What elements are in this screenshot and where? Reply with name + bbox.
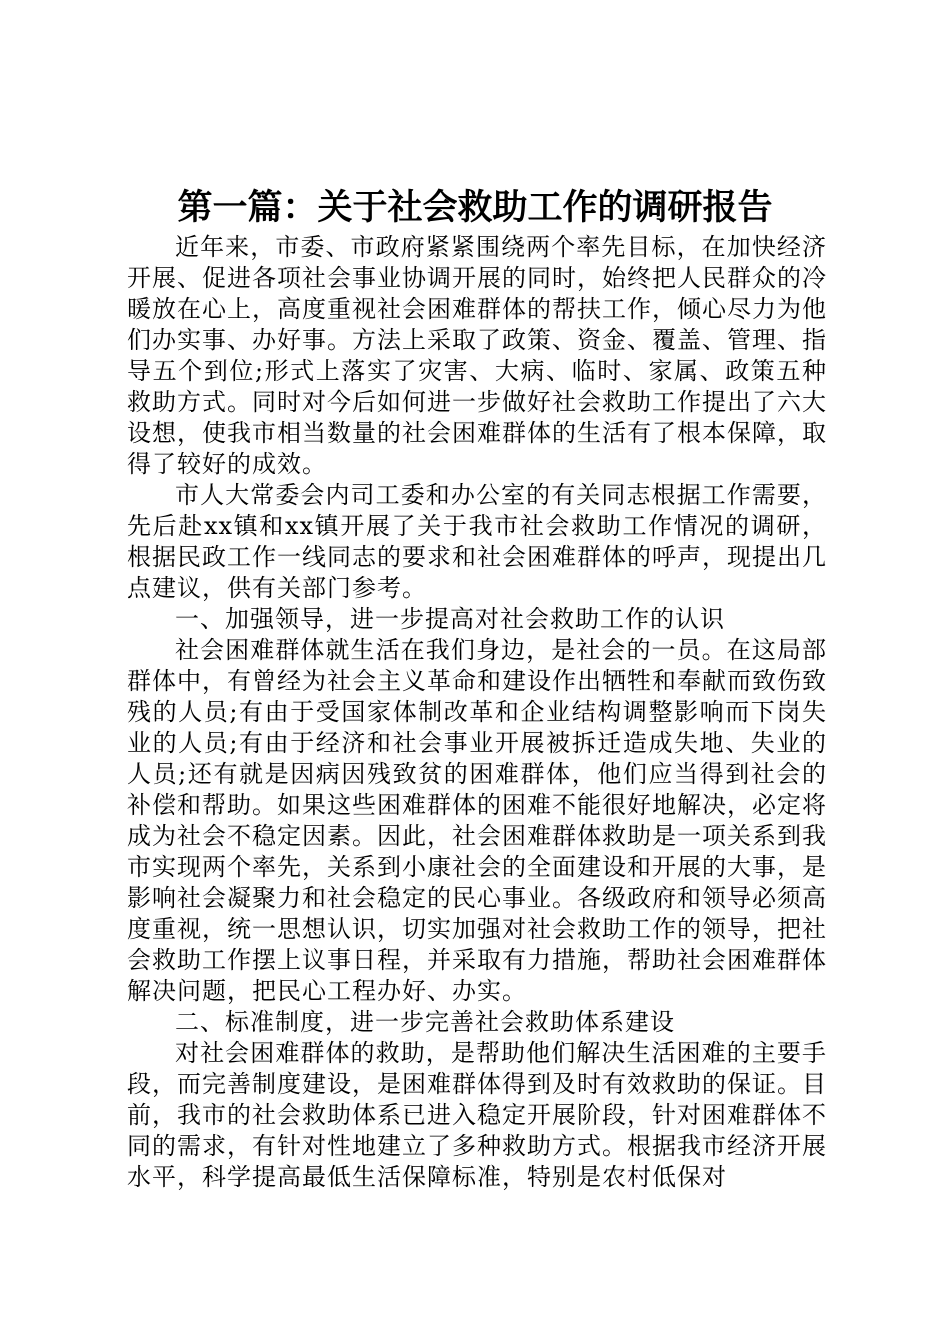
document-title: 第一篇：关于社会救助工作的调研报告 <box>177 187 773 228</box>
paragraph-intro: 近年来，市委、市政府紧紧围绕两个率先目标，在加快经济开展、促进各项社会事业协调开展的同时，始终把人民群众的冷暖放在心上，高度重视社会困难群体的帮扶工作，倾心尽力为他们办实事、办好事。方法上采取了政策、资金、覆盖、管理、指导五个到位;形式上落实了灾害、大病、临时、家属、政策五种救助方式。同时对今后如何进一步做好社会救助工作提出了六大设想，使我市相当数量的社会困难群体的生活有了根本保障，取得了较好的成效。 <box>127 233 827 478</box>
document-body <box>127 232 827 1193</box>
paragraph-section-1: 社会困难群体就生活在我们身边，是社会的一员。在这局部群体中，有曾经为社会主义革命和建设作出牺牲和奉献而致伤致残的人员;有由于受国家体制改革和企业结构调整影响而下岗失业的人员;有由于经济和社会事业开展被拆迁造成失地、失业的人员;还有就是因病因残致贫的困难群体，他们应当得到社会的补偿和帮助。如果这些困难群体的困难不能很好地解决，必定将成为社会不稳定因素。因此，社会困难群体救助是一项关系到我市实现两个率先，关系到小康社会的全面建设和开展的大事，是影响社会凝聚力和社会稳定的民心事业。各级政府和领导必须高度重视，统一思想认识，切实加强对社会救助工作的领导，把社会救助工作摆上议事日程，并采取有力措施，帮助社会困难群体解决问题，把民心工程办好、办实。 <box>127 636 827 1005</box>
paragraph-section-2: 对社会困难群体的救助，是帮助他们解决生活困难的主要手段，而完善制度建设，是困难群体得到及时有效救助的保证。目前，我市的社会救助体系已进入稳定开展阶段，针对困难群体不同的需求，有针对性地建立了多种救助方式。根据我市经济开展水平，科学提高最低生活保障标准，特别是农村低保对 <box>127 1039 827 1191</box>
section-heading-1: 一、加强领导，进一步提高对社会救助工作的认识 <box>175 605 725 633</box>
section-heading-2: 二、标准制度，进一步完善社会救助体系建设 <box>175 1008 675 1036</box>
paragraph-survey: 市人大常委会内司工委和办公室的有关同志根据工作需要，先后赴xx镇和xx镇开展了关于我市社会救助工作情况的调研，根据民政工作一线同志的要求和社会困难群体的呼声，现提出几点建议，供有关部门参考。 <box>127 481 827 602</box>
